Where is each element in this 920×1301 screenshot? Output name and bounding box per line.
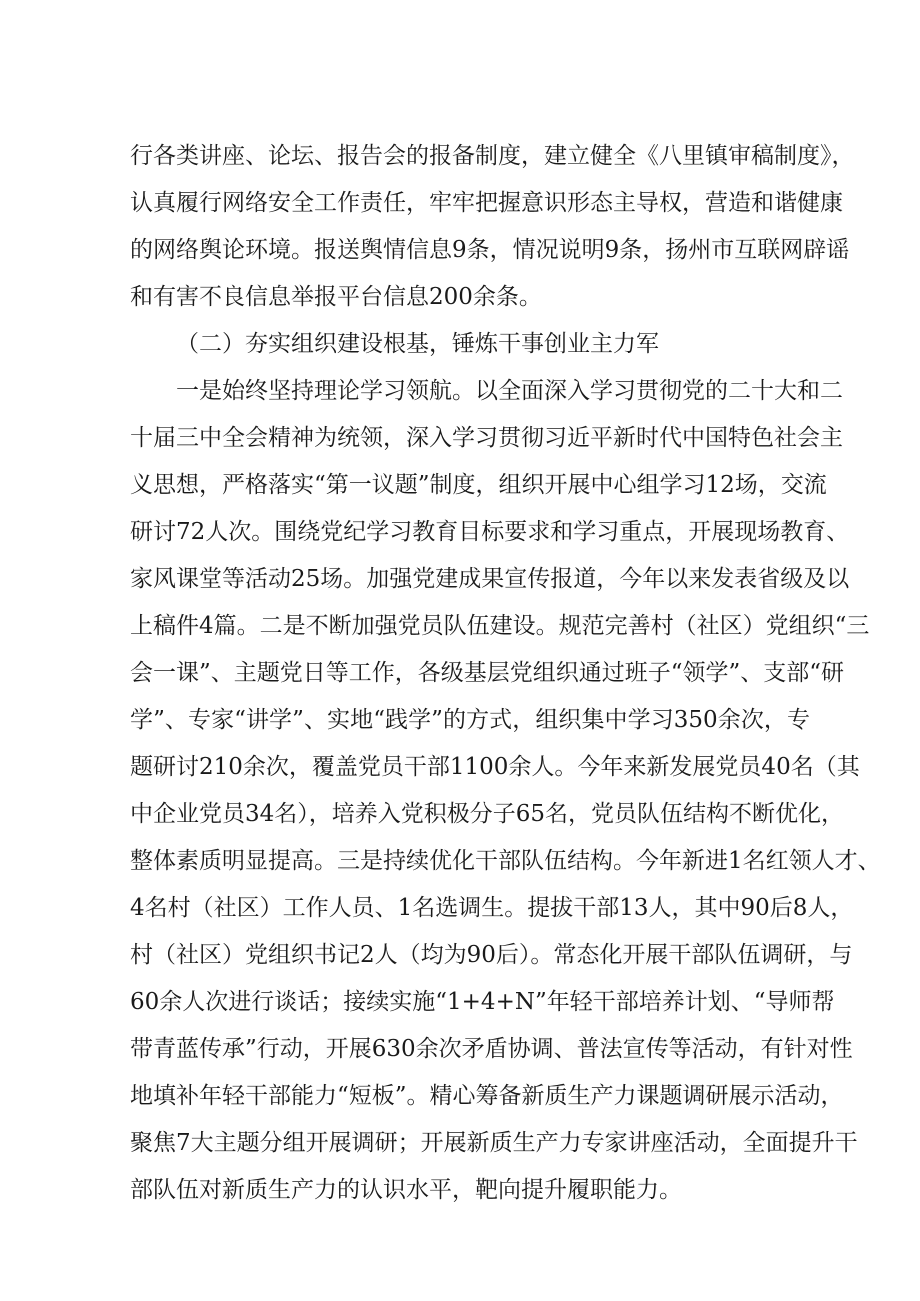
paragraph-line: 地填补年轻干部能力“短板”。精心筹备新质生产力课题调研展示活动， — [130, 1083, 844, 1109]
paragraph-line: 题研讨210余次，覆盖党员干部1100余人。今年来新发展党员40名（其 — [130, 754, 860, 780]
section-heading: （二）夯实组织建设根基，锤炼干事创业主力军 — [176, 331, 659, 357]
paragraph-line: 部队伍对新质生产力的认识水平，靶向提升履职能力。 — [130, 1177, 682, 1203]
paragraph-line: 家风课堂等活动25场。加强党建成果宣传报道，今年以来发表省级及以 — [130, 566, 850, 592]
paragraph-line: 和有害不良信息举报平台信息200余条。 — [130, 284, 542, 310]
paragraph-line: 认真履行网络安全工作责任，牢牢把握意识形态主导权，营造和谐健康 — [130, 190, 843, 216]
paragraph-line: 聚焦7大主题分组开展调研；开展新质生产力专家讲座活动，全面提升干 — [130, 1130, 858, 1156]
paragraph-line: 4名村（社区）工作人员、1名选调生。提拔干部13人，其中90后8人， — [130, 895, 854, 921]
paragraph-line: 上稿件4篇。二是不断加强党员队伍建设。规范完善村（社区）党组织“三 — [130, 613, 870, 639]
paragraph-line: 学”、专家“讲学”、实地“践学”的方式，组织集中学习350余次，专 — [130, 707, 810, 733]
paragraph-line: 会一课”、主题党日等工作，各级基层党组织通过班子“领学”、支部“研 — [130, 660, 845, 686]
paragraph-line: 十届三中全会精神为统领，深入学习贯彻习近平新时代中国特色社会主 — [130, 425, 843, 451]
paragraph-line: 带青蓝传承”行动，开展630余次矛盾协调、普法宣传等活动，有针对性 — [130, 1036, 853, 1062]
paragraph-line: 整体素质明显提高。三是持续优化干部队伍结构。今年新进1名红领人才、 — [130, 848, 881, 874]
paragraph-line: 中企业党员34名），培养入党积极分子65名，党员队伍结构不断优化， — [130, 801, 845, 827]
paragraph-line: 义思想，严格落实“第一议题”制度，组织开展中心组学习12场，交流 — [130, 472, 827, 498]
paragraph-line: 60余人次进行谈话；接续实施“1+4+N”年轻干部培养计划、“导师帮 — [130, 989, 835, 1015]
paragraph-line: 村（社区）党组织书记2人（均为90后）。常态化开展干部队伍调研，与 — [130, 942, 853, 968]
paragraph-line: 研讨72人次。围绕党纪学习教育目标要求和学习重点，开展现场教育、 — [130, 519, 850, 545]
paragraph-line: 行各类讲座、论坛、报告会的报备制度，建立健全《八里镇审稿制度》， — [130, 143, 855, 169]
paragraph-line: 的网络舆论环境。报送舆情信息9条，情况说明9条，扬州市互联网辟谣 — [130, 237, 850, 263]
paragraph-line: 一是始终坚持理论学习领航。以全面深入学习贯彻党的二十大和二 — [176, 378, 843, 404]
